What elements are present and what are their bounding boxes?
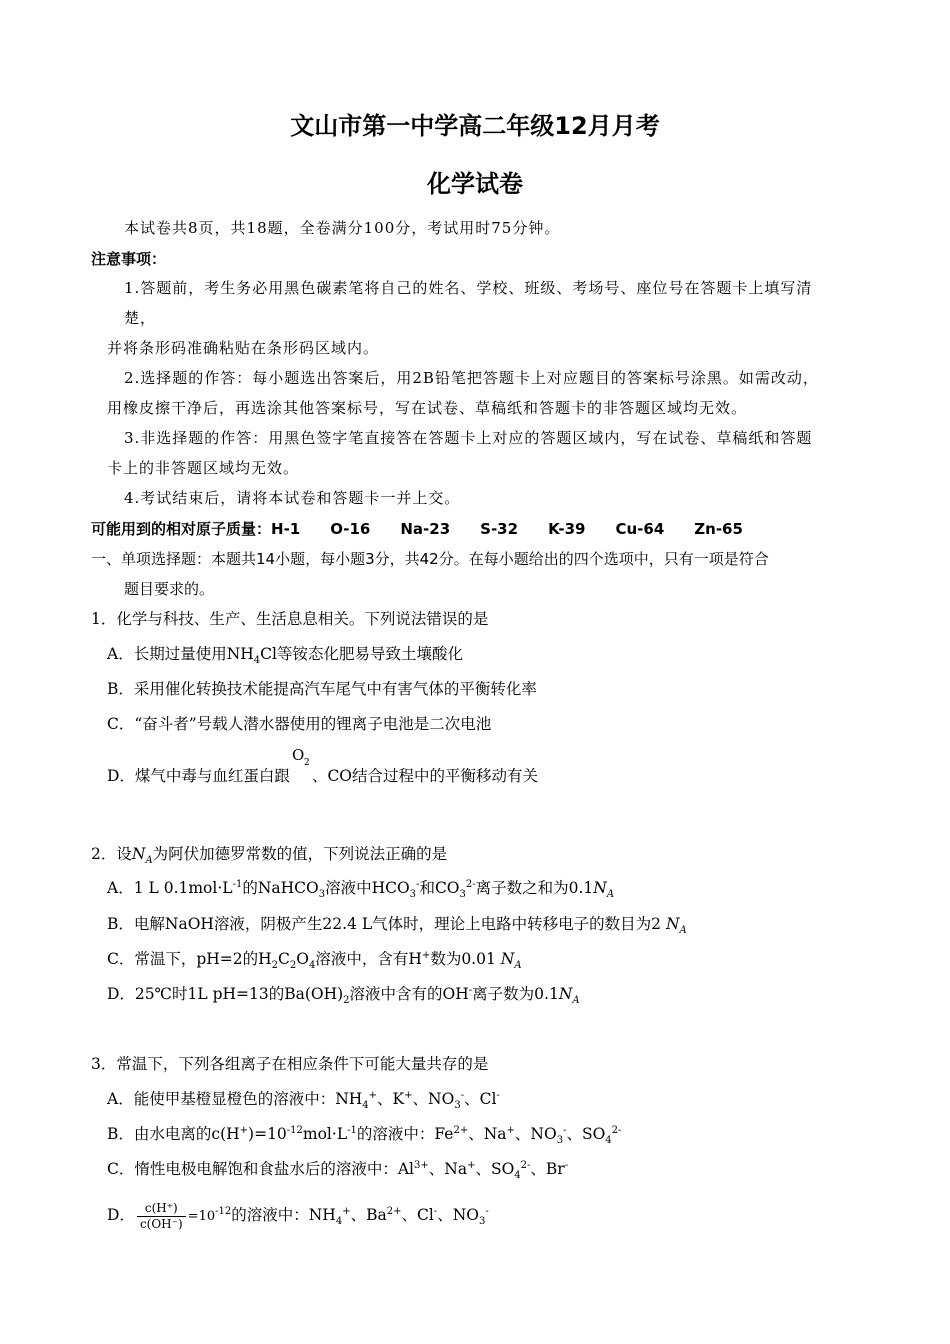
- notice-heading: 注意事项：: [91, 250, 167, 268]
- atomic-mass-h: H-1: [271, 520, 301, 538]
- notice-item-4: 4.考试结束后，请将本试卷和答题卡一并上交。: [124, 489, 461, 507]
- exam-intro: 本试卷共8页，共18题，全卷满分100分，考试用时75分钟。: [124, 219, 561, 237]
- atomic-mass-zn: Zn-65: [694, 520, 743, 538]
- q1-option-a: A．长期过量使用$NH_4Cl$等铵态化肥易导致土壤酸化: [107, 645, 463, 667]
- exam-title: 文山市第一中学高二年级12月月考: [290, 112, 660, 140]
- notice-item-2a: 2.选择题的作答：每小题选出答案后，用2B铅笔把答题卡上对应题目的答案标号涂黑。如需改动，: [124, 369, 819, 387]
- notice-item-1c: 并将条形码准确粘贴在条形码区域内。: [107, 339, 380, 357]
- q1-option-d: D．煤气中毒与血红蛋白跟 O 2 、CO结合过程中的平衡移动有关: [107, 746, 539, 785]
- o2-formula: O 2: [291, 746, 310, 768]
- atomic-mass-k: K-39: [548, 520, 586, 538]
- q2-option-a: A．1 L $0.1mol\cdot L^{-1}$的NaHCO$_3$溶液中$HCO_3^-$和$CO_3^{2-}$离子数之和为$0.1N_A$: [107, 878, 615, 901]
- q2-option-b: B．电解NaOH溶液，阴极产生22.4 L气体时，理论上电路中转移电子的数目为2 $N_A$: [107, 915, 687, 937]
- q2-stem: 2．设$N_A$为阿伏加德罗常数的值，下列说法正确的是: [91, 845, 448, 867]
- q3-option-b: B．由水电离的$c(H^+)=10^{-12}mol\cdot L^{-1}$的溶液中：$Fe^{2+}$、Na+、$NO_3^-$、$SO_4^{2-}$: [107, 1124, 622, 1147]
- q1-stem: 1．化学与科技、生产、生活息息相关。下列说法错误的是: [91, 610, 489, 628]
- q3-option-d: D． $\frac{c(H^+)}{c(OH^-)}$ $=10^{-12}$的溶液中：$NH_4^+$、$Ba^{2+}$、Cl-、$NO_3^-$: [107, 1200, 489, 1231]
- atomic-mass-line: [91, 519, 773, 539]
- q2-option-c: C．常温下，pH=2的$H_2C_2O_4$溶液中，含有H+数为0.01 $N_A$: [107, 949, 522, 972]
- notice-item-1b: 楚，: [124, 309, 157, 327]
- notice-item-1a: 1.答题前，考生务必用黑色碳素笔将自己的姓名、学校、班级、考场号、座位号在答题卡上填写清: [124, 279, 813, 297]
- q1-option-b: B．采用催化转换技术能提高汽车尾气中有害气体的平衡转化率: [107, 680, 537, 698]
- q3-option-a: A．能使甲基橙显橙色的溶液中：$NH_4^+$、K+、$NO_3^-$、Cl-: [107, 1089, 500, 1112]
- q1-option-c: C．“奋斗者”号载人潜水器使用的锂离子电池是二次电池: [107, 715, 492, 733]
- q3-stem: 3．常温下，下列各组离子在相应条件下可能大量共存的是: [91, 1055, 489, 1073]
- section1-heading: 一、单项选择题：本题共14小题，每小题3分，共42分。在每小题给出的四个选项中，只有一项是符合: [91, 550, 769, 568]
- atomic-mass-s: S-32: [480, 520, 519, 538]
- ratio-fraction: $\frac{c(H^+)}{c(OH^-)}$: [137, 1201, 186, 1232]
- exam-subtitle: 化学试卷: [427, 170, 523, 198]
- q2-option-d: D．25℃时1L pH=13的$Ba(OH)_2$溶液中含有的OH-离子数为$0.1N_A$: [107, 984, 580, 1007]
- section1-heading-cont: 题目要求的。: [124, 580, 215, 598]
- notice-item-3b: 卡上的非答题区域均无效。: [107, 459, 300, 477]
- notice-item-2b: 用橡皮擦干净后，再选涂其他答案标号，写在试卷、草稿纸和答题卡的非答题区域均无效。: [107, 399, 748, 417]
- atomic-mass-na: Na-23: [400, 520, 451, 538]
- atomic-mass-label: 可能用到的相对原子质量：: [91, 520, 272, 538]
- q3-option-c: C．惰性电极电解饱和食盐水后的溶液中：$Al^{3+}$、Na+、$SO_4^{2-}$、Br-: [107, 1159, 569, 1182]
- atomic-mass-o: O-16: [330, 520, 371, 538]
- atomic-mass-cu: Cu-64: [615, 520, 665, 538]
- notice-item-3a: 3.非选择题的作答：用黑色签字笔直接答在答题卡上对应的答题区域内，写在试卷、草稿纸和答题: [124, 429, 813, 447]
